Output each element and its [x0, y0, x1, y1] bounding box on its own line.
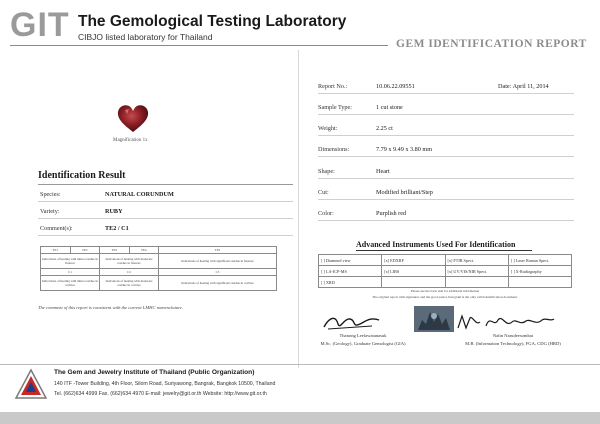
signatory-1-role: M.Sc. (Geology), Graduate Gemologist (GIA) [320, 341, 406, 346]
lmhc-note: The comment of this report is consistent with the current LMHC nomenclature. [38, 305, 183, 310]
hologram-seal-image [414, 306, 454, 332]
instrument-cell [508, 277, 571, 288]
signature-2-image [456, 312, 556, 332]
row-rule [318, 114, 574, 115]
instrument-cell: [x] LIBS [382, 266, 445, 277]
c-significant-desc: Indications of heating with significant residue in cavities [159, 276, 277, 291]
instrument-cell: [x] UV/VIS/NIR Spect. [445, 266, 508, 277]
cut-label: Cut: [318, 189, 329, 196]
sample-type-label: Sample Type: [318, 104, 352, 111]
validity-note: The original report with signatures and the good palace hologram is the only valid identification document. [372, 295, 518, 299]
c3-header: C3 [159, 269, 277, 276]
te2-header: TE2 [70, 247, 100, 254]
te-minor-desc: Indications of heating with minor residue in fissures [41, 254, 100, 269]
lab-subtitle: CIBJO listed laboratory for Thailand [78, 32, 213, 42]
cut-value: Modified brilliant/Step [376, 189, 433, 196]
c1-header: C1 [41, 269, 100, 276]
instrument-cell: [ ] X-Radiography [508, 266, 571, 277]
git-logo: GIT [10, 6, 70, 44]
signatory-2-name: Nalin Narudeesombat [492, 333, 534, 338]
instrument-cell: [ ] Laser Raman Spect. [508, 255, 571, 266]
te4-header: TE4 [129, 247, 159, 254]
c-minor-desc: Indications of heating with minor residue in cavities [41, 276, 100, 291]
c-moderate-desc: Indications of heating with moderate residue in cavities [100, 276, 159, 291]
color-label: Color: [318, 210, 334, 217]
instrument-cell [445, 277, 508, 288]
center-divider [298, 50, 299, 368]
instruments-rule [356, 250, 532, 251]
dimensions-value: 7.79 x 9.49 x 3.80 mm [376, 146, 433, 153]
magnification-caption: Magnification 1x [113, 138, 148, 143]
instrument-cell: [x] FTIR Spect. [445, 255, 508, 266]
header-rule [10, 45, 388, 46]
row-rule [318, 156, 574, 157]
te1-header: TE1 [41, 247, 71, 254]
species-value: NATURAL CORUNDUM [105, 191, 174, 198]
report-title: GEM IDENTIFICATION REPORT [396, 38, 587, 50]
comments-label: Comment(s): [40, 225, 73, 232]
heart-stone-image [116, 103, 150, 133]
institute-address: 140 ITF -Tower Building, 4th Floor, Silom Road, Suriyawong, Bangrak, Bangkok 10500, Thailand [54, 381, 276, 387]
identification-rule [38, 184, 293, 185]
shape-value: Heart [376, 168, 390, 175]
row-rule [38, 218, 293, 219]
row-rule [318, 178, 574, 179]
color-value: Purplish red [376, 210, 407, 217]
te3-header: TE3 [100, 247, 130, 254]
instrument-cell [382, 277, 445, 288]
row-rule [318, 199, 574, 200]
te5-header: TE5 [159, 247, 277, 254]
footer-rule [0, 364, 600, 365]
institute-logo-icon [14, 368, 48, 402]
te-moderate-desc: Indications of heating with moderate residue in fissures [100, 254, 159, 269]
weight-value: 2.25 ct [376, 125, 393, 132]
comment-legend-table [40, 246, 277, 291]
institute-name: The Gem and Jewelry Institute of Thailand (Public Organization) [54, 369, 255, 376]
comments-value: TE2 / C1 [105, 225, 129, 232]
instruments-title: Advanced Instruments Used For Identification [356, 240, 516, 249]
instrument-cell: [x] EDXRF [382, 255, 445, 266]
weight-label: Weight: [318, 125, 338, 132]
instrument-cell: [ ] Diamond view [319, 255, 382, 266]
instrument-cell: [ ] LA-ICP-MS [319, 266, 382, 277]
shape-label: Shape: [318, 168, 335, 175]
signatory-1-name: Thanong Leelawatanasuk [339, 333, 387, 338]
c2-header: C2 [100, 269, 159, 276]
signatory-2-role: M.B. (Information Technology), FGA, CDG (HRD) [465, 341, 561, 346]
report-no-label: Report No.: [318, 83, 348, 90]
instruments-table [318, 254, 572, 288]
identification-title: Identification Result [38, 170, 126, 181]
lab-name: The Gemological Testing Laboratory [78, 13, 347, 30]
institute-contact: Tel. (662)634 4999 Fax. (662)634 4970 E-mail: jewelry@git.or.th Website: http://www.git.or.th [54, 391, 267, 397]
row-rule [38, 201, 293, 202]
variety-value: RUBY [105, 208, 123, 215]
species-label: Species: [40, 191, 61, 198]
sample-type-value: 1 cut stone [376, 104, 403, 111]
report-no-value: 10.06.22.09551 [376, 83, 415, 90]
footer-band [0, 412, 600, 424]
row-rule [318, 220, 574, 221]
dimensions-label: Dimensions: [318, 146, 350, 153]
te-significant-desc: Indications of heating with significant residue in fissures [159, 254, 277, 269]
report-date: Date: April 11, 2014 [498, 83, 549, 90]
back-side-note: Please see the back side for additional information [410, 289, 480, 293]
row-rule [318, 93, 574, 94]
row-rule [318, 135, 574, 136]
variety-label: Variety: [40, 208, 60, 215]
signature-1-image [322, 312, 382, 332]
instrument-cell: [ ] XRD [319, 277, 382, 288]
row-rule [38, 235, 293, 236]
